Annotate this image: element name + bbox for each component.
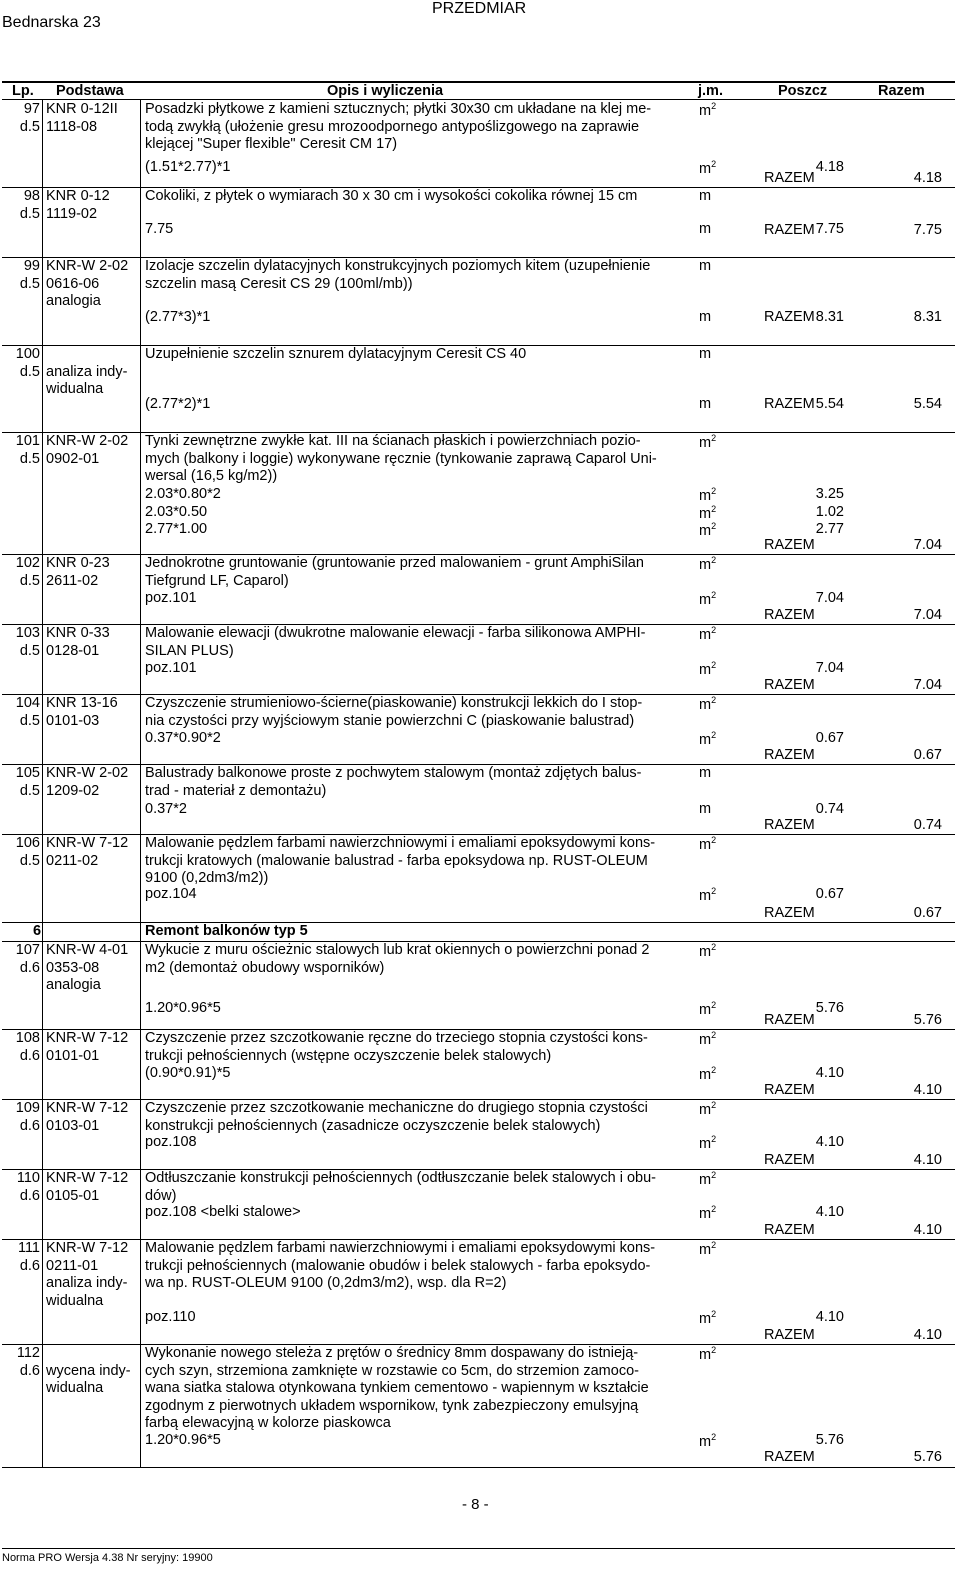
col-rule	[42, 100, 43, 187]
row-description: Odtłuszczanie konstrukcji pełnościennych (odtłuszczanie belek stalowych i obu-	[145, 1170, 656, 1186]
row-unit: $m^2$	[699, 1170, 717, 1188]
calc-unit: $m^2$	[699, 730, 717, 748]
row-lp: d.5	[19, 363, 40, 380]
page-number: - 8 -	[462, 1496, 489, 1513]
row-lp: d.5	[19, 782, 40, 799]
row-lp: 104	[15, 695, 40, 711]
row-lp: 107	[15, 942, 40, 958]
row-description: trukcji pełnościennych (wstępne oczyszczenie belek stalowych)	[145, 1047, 552, 1064]
calc-unit: $m^2$	[699, 660, 717, 678]
row-lp: d.5	[19, 205, 40, 222]
calc-unit: $m^2$	[699, 1134, 717, 1152]
razem-value: 0.74	[913, 817, 942, 833]
razem-label: RAZEM	[764, 747, 815, 763]
razem-label: RAZEM	[764, 537, 815, 553]
calc-unit: $m^2$	[699, 159, 717, 177]
razem-label: RAZEM	[764, 1327, 815, 1343]
razem-value: 4.10	[913, 1152, 942, 1168]
razem-label: RAZEM	[764, 1222, 815, 1238]
row-lp: 98	[23, 188, 40, 204]
col-rule	[42, 834, 43, 922]
row-unit: $m^2$	[699, 101, 717, 119]
row-podstawa: analiza indy-	[46, 363, 128, 380]
razem-value: 7.04	[913, 607, 942, 623]
calc-unit: $m^2$	[699, 1309, 717, 1327]
row-lp: d.5	[19, 572, 40, 589]
calc-value: 0.67	[815, 730, 844, 746]
row-description: trukcji kratowych (malowanie balustrad - farba epoksydowa np. RUST-OLEUM	[145, 852, 648, 869]
col-rule	[42, 694, 43, 764]
calc-value: 4.10	[815, 1065, 844, 1081]
row-lp: d.5	[19, 450, 40, 467]
calc-unit: $m^2$	[699, 1204, 717, 1222]
row-podstawa: 0105-01	[46, 1187, 100, 1204]
col-rule	[140, 922, 141, 941]
calc-expression: (1.51*2.77)*1	[145, 159, 231, 175]
row-description: todą zwykłą (ułożenie gresu mrozoodpornego antypoślizgowego na zaprawie	[145, 118, 640, 135]
row-description: Cokoliki, z płytek o wymiarach 30 x 30 cm i wysokości cokolika równej 15 cm	[145, 188, 638, 204]
row-podstawa: 0902-01	[46, 450, 100, 467]
razem-value: 4.10	[913, 1327, 942, 1343]
row-lp: 100	[15, 346, 40, 362]
calc-unit: $m^2$	[699, 1432, 717, 1450]
calc-unit: $m^2$	[699, 521, 717, 539]
col-rule	[42, 764, 43, 834]
row-description: Posadzki płytkowe z kamieni sztucznych; płytki 30x30 cm układane na klej me-	[145, 101, 652, 117]
row-lp: d.5	[19, 118, 40, 135]
razem-label: RAZEM	[764, 1449, 815, 1465]
col-rule	[140, 1099, 141, 1169]
row-lp: d.6	[19, 1117, 40, 1134]
row-lp: 112	[16, 1345, 40, 1361]
calc-value: 4.18	[815, 159, 844, 175]
calc-expression: 2.77*1.00	[145, 521, 208, 537]
row-podstawa: KNR-W 7-12	[46, 835, 129, 851]
row-podstawa: KNR 0-33	[46, 625, 110, 641]
col-rule	[42, 1029, 43, 1099]
row-description: szczelin masą Ceresit CS 29 (100ml/mb))	[145, 275, 413, 292]
row-podstawa: 0353-08	[46, 959, 100, 976]
row-podstawa: 1119-02	[46, 205, 98, 222]
razem-value: 0.67	[913, 905, 942, 921]
row-description: mych (balkony i loggie) wykonywane ręcznie (tynkowanie zaprawą Caparol Uni-	[145, 450, 657, 467]
row-podstawa: KNR-W 7-12	[46, 1240, 129, 1256]
row-lp: 101	[15, 433, 40, 449]
row-unit: m	[699, 258, 712, 274]
row-description: cych szyn, strzemiona zamknięte w rozstawie co 5cm, do strzemion zamoco-	[145, 1362, 639, 1379]
razem-label: RAZEM	[764, 170, 815, 186]
col-rule	[42, 1239, 43, 1344]
razem-label: RAZEM	[764, 817, 815, 833]
row-lp: 102	[15, 555, 40, 571]
row-lp: 111	[17, 1240, 40, 1256]
row-unit: $m^2$	[699, 1030, 717, 1048]
col-header-podstawa: Podstawa	[56, 83, 124, 99]
razem-label: RAZEM	[764, 607, 815, 623]
row-unit: m	[699, 765, 712, 781]
col-rule	[42, 432, 43, 554]
razem-value: 7.04	[913, 537, 942, 553]
row-description: Malowanie pędzlem farbami nawierzchniowymi i emaliami epoksydowymi kons-	[145, 1240, 656, 1256]
col-rule	[140, 624, 141, 694]
col-rule	[140, 1029, 141, 1099]
razem-value: 0.67	[913, 747, 942, 763]
row-description: nia czystości przy wyjściowym stanie powierzchni C (piaskowanie balustrad)	[145, 712, 635, 729]
calc-unit: $m^2$	[699, 1000, 717, 1018]
row-lp: d.6	[19, 1362, 40, 1379]
row-podstawa: 1118-08	[46, 118, 98, 135]
row-description: dów)	[145, 1187, 177, 1204]
calc-expression: 1.20*0.96*5	[145, 1000, 221, 1016]
col-rule	[140, 834, 141, 922]
calc-unit: $m^2$	[699, 590, 717, 608]
calc-expression: poz.101	[145, 590, 197, 606]
calc-unit: m	[699, 309, 712, 325]
calc-value: 5.76	[815, 1432, 844, 1448]
col-rule	[140, 187, 141, 257]
row-podstawa: wycena indy-	[46, 1362, 131, 1379]
razem-label: RAZEM	[764, 905, 815, 921]
row-description: wana siatka stalowa otynkowana tynkiem cementowo - wapiennym w kształcie	[145, 1380, 649, 1396]
row-lp: 105	[15, 765, 40, 781]
row-podstawa: widualna	[46, 1380, 104, 1396]
col-rule	[42, 345, 43, 432]
calc-value: 3.25	[815, 486, 844, 502]
row-podstawa: 0616-06	[46, 275, 100, 292]
row-lp: 97	[23, 101, 40, 117]
header-left: Bednarska 23	[2, 14, 101, 31]
row-unit: m	[699, 346, 712, 362]
calc-expression: 7.75	[145, 221, 174, 237]
calc-expression: 0.37*0.90*2	[145, 730, 221, 746]
calc-expression: 2.03*0.50	[145, 503, 208, 520]
razem-value: 5.76	[913, 1449, 942, 1465]
row-unit: $m^2$	[699, 433, 717, 451]
razem-value: 5.54	[913, 396, 942, 412]
row-description: konstrukcji pełnościennych (zasadnicze oczyszczenie belek stalowych)	[145, 1117, 601, 1134]
row-lp: d.5	[19, 712, 40, 729]
col-rule	[140, 941, 141, 1029]
calc-expression: (0.90*0.91)*5	[145, 1065, 231, 1081]
row-description: farbą elewacyjną w kolorze piaskowca	[145, 1415, 391, 1431]
row-podstawa: analogia	[46, 293, 101, 309]
col-rule	[140, 257, 141, 345]
col-rule	[140, 764, 141, 834]
row-lp: 110	[16, 1170, 40, 1186]
calc-expression: 2.03*0.80*2	[145, 486, 221, 502]
row-podstawa: 0128-01	[46, 642, 100, 659]
row-unit: $m^2$	[699, 942, 717, 960]
col-header-jm: j.m.	[698, 83, 723, 99]
col-rule	[42, 1099, 43, 1169]
row-podstawa: KNR-W 7-12	[46, 1030, 129, 1046]
calc-value: 7.04	[815, 590, 844, 606]
row-lp: 109	[15, 1100, 40, 1116]
row-podstawa: KNR 0-23	[46, 555, 110, 571]
calc-value: 5.76	[815, 1000, 844, 1016]
row-podstawa: 0211-01	[46, 1257, 99, 1274]
row-description: Malowanie elewacji (dwukrotne malowanie elewacji - farba silikonowa AMPHI-	[145, 625, 646, 641]
row-podstawa: KNR-W 2-02	[46, 765, 129, 781]
razem-label: RAZEM	[764, 222, 815, 238]
calc-value: 0.67	[815, 886, 844, 902]
row-podstawa: 0211-02	[46, 852, 99, 869]
row-lp: d.6	[19, 1047, 40, 1064]
col-rule	[42, 941, 43, 1029]
calc-unit: $m^2$	[699, 503, 717, 522]
header-rule-bottom	[2, 99, 955, 100]
col-rule	[42, 257, 43, 345]
col-rule	[140, 1169, 141, 1239]
row-description: Czyszczenie przez szczotkowanie ręczne do trzeciego stopnia czystości kons-	[145, 1030, 648, 1046]
row-unit: $m^2$	[699, 625, 717, 643]
calc-expression: (2.77*3)*1	[145, 309, 211, 325]
row-description: Czyszczenie przez szczotkowanie mechaniczne do drugiego stopnia czystości	[145, 1100, 648, 1116]
col-rule	[140, 345, 141, 432]
row-description: Czyszczenie strumieniowo-ścierne(piaskowanie) konstrukcji lekkich do I stop-	[145, 695, 643, 711]
razem-label: RAZEM	[764, 1012, 815, 1028]
calc-expression: poz.101	[145, 660, 197, 676]
row-description: Wykucie z muru ościeżnic stalowych lub krat okiennych o powierzchni ponad 2	[145, 942, 650, 958]
razem-value: 7.75	[913, 222, 942, 238]
col-header-razem: Razem	[878, 83, 925, 99]
row-podstawa: 0103-01	[46, 1117, 100, 1134]
calc-unit: m	[699, 801, 712, 817]
razem-value: 4.10	[913, 1222, 942, 1238]
col-rule	[140, 554, 141, 624]
row-lp: 99	[23, 258, 40, 274]
calc-value: 7.04	[815, 660, 844, 676]
col-rule	[140, 1239, 141, 1344]
calc-expression: 0.37*2	[145, 801, 187, 817]
row-podstawa: KNR-W 4-01	[46, 942, 129, 958]
row-podstawa: 0101-03	[46, 712, 100, 729]
row-description: m2 (demontaż obudowy wsporników)	[145, 959, 385, 976]
calc-unit: m	[699, 396, 712, 412]
row-podstawa: analiza indy-	[46, 1275, 128, 1291]
razem-value: 4.18	[913, 170, 942, 186]
row-podstawa: KNR-W 7-12	[46, 1100, 129, 1116]
header-title: PRZEDMIAR	[432, 0, 527, 17]
razem-label: RAZEM	[764, 677, 815, 693]
col-rule	[42, 1169, 43, 1239]
row-unit: m	[699, 188, 712, 204]
razem-value: 5.76	[913, 1012, 942, 1028]
calc-unit: $m^2$	[699, 1065, 717, 1083]
calc-value: 1.02	[815, 503, 844, 520]
calc-value: 2.77	[815, 521, 844, 537]
row-separator	[2, 1467, 955, 1468]
row-podstawa: KNR 13-16	[46, 695, 118, 711]
calc-expression: (2.77*2)*1	[145, 396, 211, 412]
col-rule	[140, 432, 141, 554]
col-rule	[42, 624, 43, 694]
col-header-lp: Lp.	[12, 83, 34, 99]
row-unit: $m^2$	[699, 835, 717, 853]
razem-value: 8.31	[913, 309, 942, 325]
row-podstawa: 2611-02	[46, 572, 99, 589]
row-description: Balustrady balkonowe proste z pochwytem stalowym (montaż zdjętych balus-	[145, 765, 642, 781]
row-description: SILAN PLUS)	[145, 642, 234, 659]
col-rule	[42, 922, 43, 941]
calc-unit: $m^2$	[699, 486, 717, 504]
row-description: 9100 (0,2dm3/m2))	[145, 870, 269, 886]
row-podstawa: KNR-W 7-12	[46, 1170, 129, 1186]
row-podstawa: widualna	[46, 1292, 104, 1309]
col-rule	[42, 1344, 43, 1467]
row-description: trukcji pełnościennych (malowanie obudów i belek stalowych - farba epoksydo-	[145, 1257, 651, 1274]
row-podstawa: KNR 0-12	[46, 188, 110, 204]
row-lp: d.5	[19, 852, 40, 869]
row-lp: d.5	[19, 275, 40, 292]
row-lp: 103	[15, 625, 40, 641]
section-title: Remont balkonów typ 5	[145, 923, 308, 939]
row-lp: d.6	[19, 1257, 40, 1274]
calc-value: 4.10	[815, 1309, 844, 1325]
row-unit: $m^2$	[699, 1345, 717, 1363]
calc-value: 0.74	[815, 801, 844, 817]
calc-unit: m	[699, 221, 712, 237]
calc-unit: $m^2$	[699, 886, 717, 904]
razem-label: RAZEM	[764, 309, 815, 325]
calc-value: 4.10	[815, 1134, 844, 1150]
calc-expression: poz.108 <belki stalowe>	[145, 1204, 301, 1220]
section-number: 6	[33, 923, 42, 939]
razem-label: RAZEM	[764, 396, 815, 412]
col-rule	[140, 694, 141, 764]
calc-value: 7.75	[815, 221, 844, 237]
col-header-poszcz: Poszcz	[778, 83, 828, 99]
razem-label: RAZEM	[764, 1082, 815, 1098]
calc-value: 4.10	[815, 1204, 844, 1220]
row-lp: d.6	[19, 1187, 40, 1204]
row-description: Malowanie pędzlem farbami nawierzchniowymi i emaliami epoksydowymi kons-	[145, 835, 656, 851]
row-unit: $m^2$	[699, 1240, 717, 1258]
row-lp: 106	[15, 835, 40, 851]
row-podstawa: 0101-01	[46, 1047, 100, 1064]
col-header-opis: Opis i wyliczenia	[327, 83, 444, 99]
row-lp: d.5	[19, 642, 40, 659]
row-podstawa: 1209-02	[46, 782, 100, 799]
row-description: trad - materiał z demontażu)	[145, 782, 327, 799]
col-rule	[140, 1344, 141, 1467]
row-unit: $m^2$	[699, 555, 717, 573]
col-rule	[42, 187, 43, 257]
row-description: Jednokrotne gruntowanie (gruntowanie przed malowaniem - grunt AmphiSilan	[145, 555, 644, 571]
row-unit: $m^2$	[699, 695, 717, 713]
calc-expression: poz.108	[145, 1134, 197, 1150]
razem-label: RAZEM	[764, 1152, 815, 1168]
row-podstawa: widualna	[46, 381, 104, 397]
row-description: klejącej "Super flexible" Ceresit CM 17)	[145, 136, 398, 152]
row-description: Wykonanie nowego steleża z prętów o średnicy 8mm dospawany do istnieją-	[145, 1345, 639, 1361]
row-podstawa: KNR-W 2-02	[46, 258, 129, 274]
calc-value: 8.31	[815, 309, 844, 325]
calc-expression: poz.104	[145, 886, 197, 902]
razem-value: 7.04	[913, 677, 942, 693]
row-unit: $m^2$	[699, 1100, 717, 1118]
footer-rule	[2, 1548, 955, 1549]
row-description: Tiefgrund LF, Caparol)	[145, 572, 289, 589]
row-podstawa: analogia	[46, 977, 101, 993]
row-description: wersal (16,5 kg/m2))	[145, 468, 278, 484]
row-podstawa: KNR 0-12II	[46, 101, 118, 117]
row-description: Tynki zewnętrzne zwykłe kat. III na ścianach płaskich i powierzchniach pozio-	[145, 433, 641, 449]
calc-expression: poz.110	[145, 1309, 196, 1325]
row-podstawa: KNR-W 2-02	[46, 433, 129, 449]
row-description: wa np. RUST-OLEUM 9100 (0,2dm3/m2), wsp. dla R=2)	[145, 1275, 507, 1291]
row-description: zgodnym z pierwotnych układem wspornikow, tynk zabezpieczony emulsyjną	[145, 1397, 639, 1414]
row-description: Uzupełnienie szczelin sznurem dylatacyjnym Ceresit CS 40	[145, 346, 527, 362]
razem-value: 4.10	[913, 1082, 942, 1098]
col-rule	[42, 554, 43, 624]
row-description: Izolacje szczelin dylatacyjnych konstrukcyjnych poziomych kitem (uzupełnienie	[145, 258, 651, 274]
calc-expression: 1.20*0.96*5	[145, 1432, 221, 1448]
row-lp: d.6	[19, 959, 40, 976]
software-footer: Norma PRO Wersja 4.38 Nr seryjny: 19900	[2, 1552, 213, 1564]
row-lp: 108	[15, 1030, 40, 1046]
col-rule	[140, 100, 141, 187]
calc-value: 5.54	[815, 396, 844, 412]
